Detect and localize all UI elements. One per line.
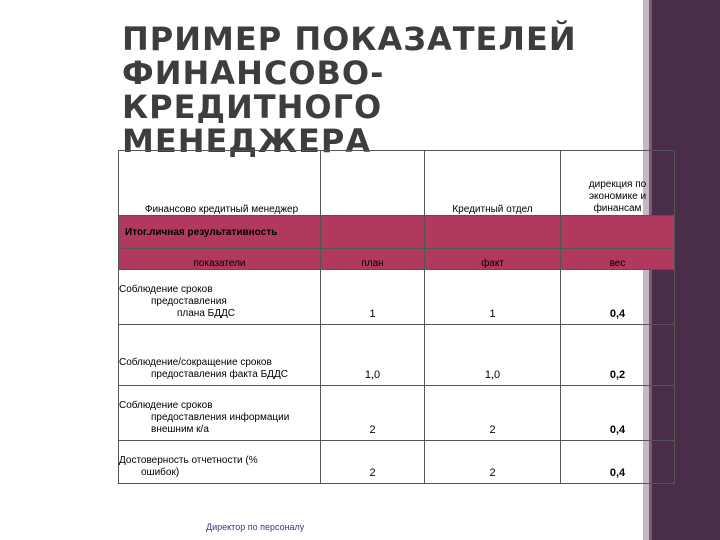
col-header-indicators: показатели [119, 249, 321, 270]
title-line-2: ФИНАНСОВО-КРЕДИТНОГО [122, 54, 385, 126]
col-header-weight: вес [561, 249, 675, 270]
indicator-label [119, 386, 321, 441]
plan-value: 2 [321, 441, 425, 484]
kpi-table [118, 150, 675, 484]
table-row [119, 325, 675, 386]
indicator-line: плана БДДС [177, 308, 236, 319]
footer-caption: Директор по персоналу [206, 522, 305, 532]
header-directorate-line3: финансам [593, 203, 642, 214]
indicator-line: предоставления информации [151, 412, 290, 423]
col-header-plan: план [321, 249, 425, 270]
plan-value: 1,0 [321, 325, 425, 386]
indicator-label [119, 441, 321, 484]
header-manager: Финансово кредитный менеджер [119, 151, 321, 216]
indicator-line: предоставления [151, 296, 227, 307]
indicator-line: Достоверность отчетности (% [119, 455, 258, 466]
fact-value: 1 [425, 270, 561, 325]
indicator-label [119, 325, 321, 386]
table-row [119, 441, 675, 484]
header-credit-dept: Кредитный отдел [425, 151, 561, 216]
col-header-fact: факт [425, 249, 561, 270]
title-line-3: МЕНЕДЖЕРА [122, 122, 372, 160]
table-header-row [119, 151, 675, 216]
fact-value: 2 [425, 386, 561, 441]
table-row [119, 386, 675, 441]
page-title [122, 22, 602, 158]
title-line-1: ПРИМЕР ПОКАЗАТЕЛЕЙ [122, 20, 577, 58]
result-row [119, 216, 675, 249]
plan-value: 2 [321, 386, 425, 441]
indicator-line: предоставления факта БДДС [151, 369, 288, 380]
header-empty [321, 151, 425, 216]
plan-value: 1 [321, 270, 425, 325]
header-directorate [561, 151, 675, 216]
result-label: Итог.личная результативность [119, 216, 321, 249]
result-cell-plan [321, 216, 425, 249]
weight-value: 0,2 [561, 325, 675, 386]
column-header-row [119, 249, 675, 270]
fact-value: 2 [425, 441, 561, 484]
indicator-line: внешним к/а [151, 424, 209, 435]
indicator-label [119, 270, 321, 325]
indicator-line: Соблюдение сроков [119, 400, 213, 411]
result-cell-weight [561, 216, 675, 249]
indicator-line: Соблюдение/сокращение сроков [119, 357, 272, 368]
fact-value: 1,0 [425, 325, 561, 386]
table-row [119, 270, 675, 325]
result-cell-fact [425, 216, 561, 249]
indicator-line: ошибок) [141, 467, 180, 478]
weight-value: 0,4 [561, 270, 675, 325]
header-directorate-line2: экономике и [588, 191, 647, 202]
weight-value: 0,4 [561, 441, 675, 484]
header-directorate-line1: дирекция по [588, 179, 647, 190]
weight-value: 0,4 [561, 386, 675, 441]
indicator-line: Соблюдение сроков [119, 284, 213, 295]
